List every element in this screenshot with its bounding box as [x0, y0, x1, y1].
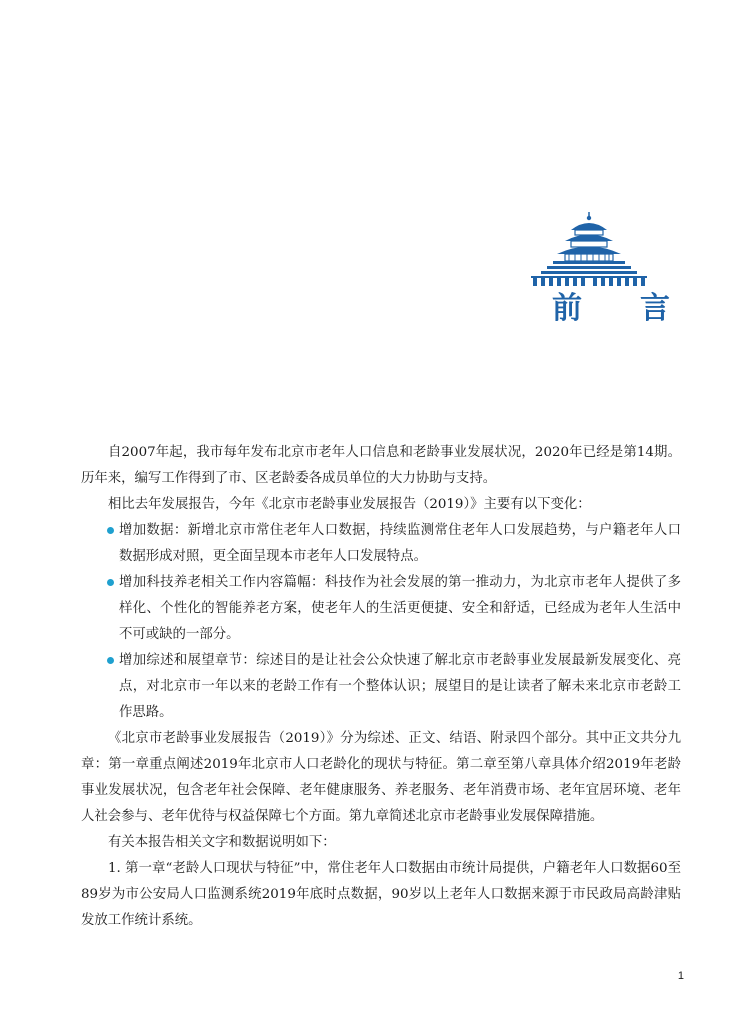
- bullet-text: 增加综述和展望章节：综述目的是让社会公众快速了解北京市老龄事业发展最新发展变化、亮点，对北京市一年以来的老龄工作有一个整体认识；展望目的是让读者了解未来北京市老龄工作思路。: [119, 653, 681, 720]
- page-number: 1: [677, 970, 684, 982]
- title-char: 前: [552, 291, 582, 326]
- paragraph: 自2007年起，我市每年发布北京市老年人口信息和老龄事业发展状况，2020年已经是第14期。历年来，编写工作得到了市、区老龄委各成员单位的大力协助与支持。: [81, 445, 681, 486]
- bullet-item: [81, 570, 681, 648]
- paragraph: 相比去年发展报告，今年《北京市老龄事业发展报告（2019）》主要有以下变化：: [108, 497, 591, 512]
- bullet-dot-icon: [107, 527, 114, 534]
- preface-body: [81, 440, 681, 934]
- paragraph: 1. 第一章“老龄人口现状与特征”中，常住老年人口数据由市统计局提供，户籍老年人口数据60至89岁为市公安局人口监测系统2019年底时点数据，90岁以上老年人口数据来源于市民政局高龄津贴发放工作统计系统。: [81, 861, 681, 928]
- bullet-dot-icon: [107, 579, 114, 586]
- bullet-text: 增加数据：新增北京市常住老年人口数据，持续监测常住老年人口发展趋势，与户籍老年人口数据形成对照，更全面呈现本市老年人口发展特点。: [119, 523, 681, 564]
- paragraph: 有关本报告相关文字和数据说明如下：: [108, 835, 336, 850]
- title-char: 言: [640, 291, 670, 326]
- page-title: [552, 289, 670, 329]
- bullet-item: [81, 518, 681, 570]
- bullet-text: 增加科技养老相关工作内容篇幅：科技作为社会发展的第一推动力，为北京市老年人提供了多样化、个性化的智能养老方案，使老年人的生活更便捷、安全和舒适，已经成为老年人生活中不可或缺的一部分。: [119, 575, 681, 642]
- temple-of-heaven-icon: [531, 212, 647, 286]
- bullet-item: [81, 648, 681, 726]
- paragraph: 《北京市老龄事业发展报告（2019）》分为综述、正文、结语、附录四个部分。其中正文共分九章：第一章重点阐述2019年北京市人口老龄化的现状与特征。第二章至第八章具体介绍2019年老龄事业发展状况，包含老年社会保障、老年健康服务、养老服务、老年消费市场、老年宜居环境、老年人社会参与、老年优待与权益保障七个方面。第九章简述北京市老龄事业发展保障措施。: [81, 731, 681, 824]
- bullet-dot-icon: [107, 657, 114, 664]
